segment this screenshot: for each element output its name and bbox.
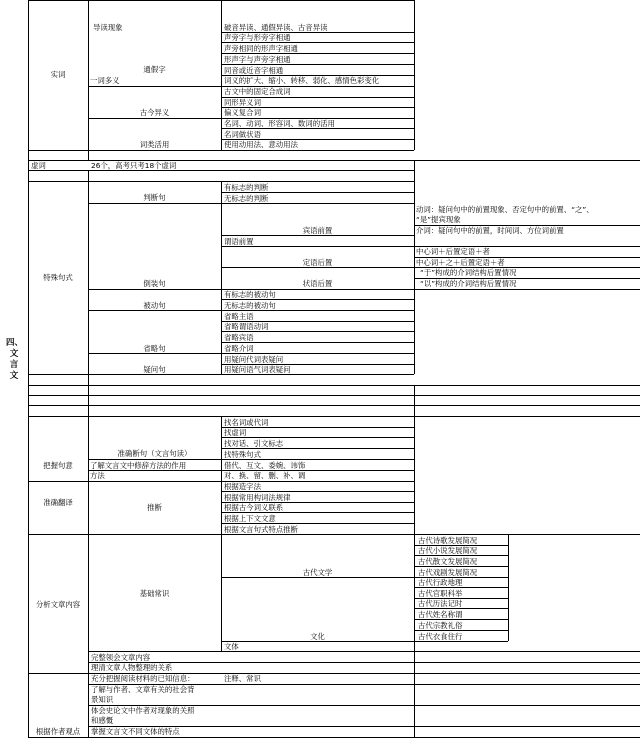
- item-weiyu: 谓语前置: [224, 237, 254, 246]
- detail-dy1: 中心词＋后置定语＋者: [416, 247, 490, 256]
- item-wanzheng: 完整领会文章内容: [91, 653, 151, 662]
- category-zhunquefanyi: 准确翻译: [43, 498, 73, 507]
- detail-tj4: 同音或近音字相通: [224, 66, 284, 75]
- detail-zy1: “于”构成的介词结构后置情况: [420, 268, 517, 277]
- detail-gj1: 古文中的固定合成词: [224, 87, 291, 96]
- detail-tj3: 形声字与声旁字相通: [224, 55, 291, 64]
- detail-gw1: 古代诗歌发展简况: [418, 536, 478, 545]
- detail-dj3: 找对话、引文标志: [224, 439, 284, 448]
- detail-sl3: 省略宾语: [224, 333, 254, 342]
- detail-td4: 根据上下文文意: [224, 514, 276, 523]
- detail-sl4: 省略介词: [224, 344, 254, 353]
- detail-td2: 根据常用构词法规律: [224, 493, 291, 502]
- detail-tj1: 声旁字与形旁字相通: [224, 33, 291, 42]
- detail-hy1: 名词、动词、形容词、数词的活用: [224, 119, 335, 128]
- detail-xuci: 26个，高考只考18个虚词: [91, 161, 177, 170]
- item-ch3-line1: 体会史论文中作者对现象的关照: [91, 706, 195, 715]
- item-dingyu: 定语后置: [302, 258, 333, 267]
- detail-hy3: 使用动用法、意动用法: [224, 140, 298, 149]
- detail-pd2: 无标志的判断: [224, 194, 269, 203]
- detail-gj2: 同形异义词: [224, 98, 261, 107]
- category-gaikuo: 根据作者观点: [35, 727, 81, 736]
- detail-gw3: 古代散文发展简况: [418, 557, 478, 566]
- detail-td5: 根据文言句式特点推断: [224, 525, 298, 534]
- detail-td1: 根据造字法: [224, 482, 261, 491]
- category-fenxi: 分析文章内容: [35, 600, 81, 609]
- detail-wh1: 古代行政地理: [418, 578, 463, 587]
- detail-hy2: 名词做状语: [224, 130, 261, 139]
- detail-bd1: 有标志的被动句: [224, 290, 276, 299]
- item-panduanju: 判断句: [143, 193, 166, 202]
- detail-yiciduoyi: 词义的扩大、缩小、转移、弱化、感情色彩变化: [224, 76, 380, 85]
- item-daoduxianxiang: 导读现象: [93, 23, 123, 32]
- item-ch1: 充分把握阅读材料的已知信息：: [91, 674, 195, 683]
- item-zhunqueduanju: 准确断句（文言句读）: [117, 449, 192, 458]
- category-xuci: 虚词: [31, 161, 46, 170]
- category-shici: 实词: [50, 70, 66, 79]
- detail-bd2: 无标志的被动句: [224, 301, 276, 310]
- detail-dj4: 找特殊句式: [224, 450, 261, 459]
- detail-dy2: 中心词＋之＋后置定语＋者: [416, 258, 505, 267]
- item-binyu: 宾语前置: [302, 226, 333, 235]
- item-cileihuoyong: 词类活用: [139, 140, 170, 149]
- detail-yw2: 用疑问语气词表疑问: [224, 365, 291, 374]
- item-tuiduan: 推断: [147, 503, 162, 512]
- detail-by2: “是”提宾现象: [416, 215, 461, 224]
- item-yiciduoyi: 一词多义: [90, 76, 120, 85]
- detail-td3: 根据古今词义联系: [224, 503, 284, 512]
- item-xiuci: 了解文言文中修辞方法的作用: [90, 461, 187, 470]
- detail-sl1: 省略主语: [224, 312, 254, 321]
- item-yiwenju: 疑问句: [143, 365, 166, 374]
- section-label: 四、文言文: [6, 338, 24, 381]
- item-jichuchangshi: 基础常识: [139, 589, 170, 598]
- detail-sl2: 省略谓语动词: [224, 322, 269, 331]
- detail-pd1: 有标志的判断: [224, 183, 269, 192]
- item-tongjiazi: 通假字: [143, 65, 166, 74]
- item-ch4: 掌握文言文不同文体的特点: [91, 727, 180, 736]
- item-shenglveju: 省略句: [143, 344, 166, 353]
- detail-dj1: 找名词或代词: [224, 418, 269, 427]
- detail-by3: 介词：疑问句中的前置，时间词、方位词前置: [416, 226, 564, 235]
- item-ch3-line2: 和感慨: [91, 716, 114, 725]
- detail-dj2: 找虚词: [224, 428, 247, 437]
- item-ch2-line1: 了解与作者、文章有关的社会背: [91, 685, 195, 694]
- detail-xiuci: 借代、互文、委婉、讳饰: [224, 461, 306, 470]
- item-daozhuangju: 倒装句: [143, 279, 166, 288]
- detail-by1: 动词：疑问句中的前置现象、否定句中的前置、“之”、: [416, 205, 594, 214]
- item-ch2-line2: 景知识: [91, 695, 114, 704]
- detail-poyinyidu: 破音异读、通假异读、古音异读: [224, 23, 328, 32]
- detail-wh6: 古代衣食住行: [418, 632, 463, 641]
- item-gujinyiyi: 古今异义: [139, 108, 170, 117]
- category-bawojuyi: 把握句意: [43, 461, 73, 470]
- detail-wh2: 古代官职科举: [418, 589, 463, 598]
- detail-ch1: 注释、常识: [224, 674, 261, 683]
- detail-tj2: 声旁相同的形声字相通: [224, 44, 298, 53]
- detail-fangfa: 对、换、留、删、补、调: [224, 471, 306, 480]
- item-guwenxue: 古代文学: [302, 568, 333, 577]
- item-zhuangyu: 状语后置: [302, 279, 333, 288]
- category-teshujushi: 特殊句式: [43, 273, 73, 282]
- detail-gw2: 古代小说发展简况: [418, 546, 478, 555]
- detail-wh4: 古代姓名称谓: [418, 610, 463, 619]
- detail-wh3: 古代历法记时: [418, 599, 463, 608]
- detail-gj3: 偏义复合词: [224, 108, 261, 117]
- item-lijie: 理清文章人物整理的关系: [91, 663, 173, 672]
- item-wenhua: 文化: [310, 632, 325, 641]
- detail-wh5: 古代宗教礼俗: [418, 621, 463, 630]
- item-wenti: 文体: [224, 642, 239, 651]
- detail-yw1: 用疑问代词表疑问: [224, 355, 284, 364]
- item-fangfa: 方法: [90, 471, 105, 480]
- detail-zy2: “以”构成的介词结构后置情况: [420, 279, 517, 288]
- detail-gw4: 古代戏剧发展简况: [418, 568, 478, 577]
- item-beidongju: 被动句: [143, 301, 166, 310]
